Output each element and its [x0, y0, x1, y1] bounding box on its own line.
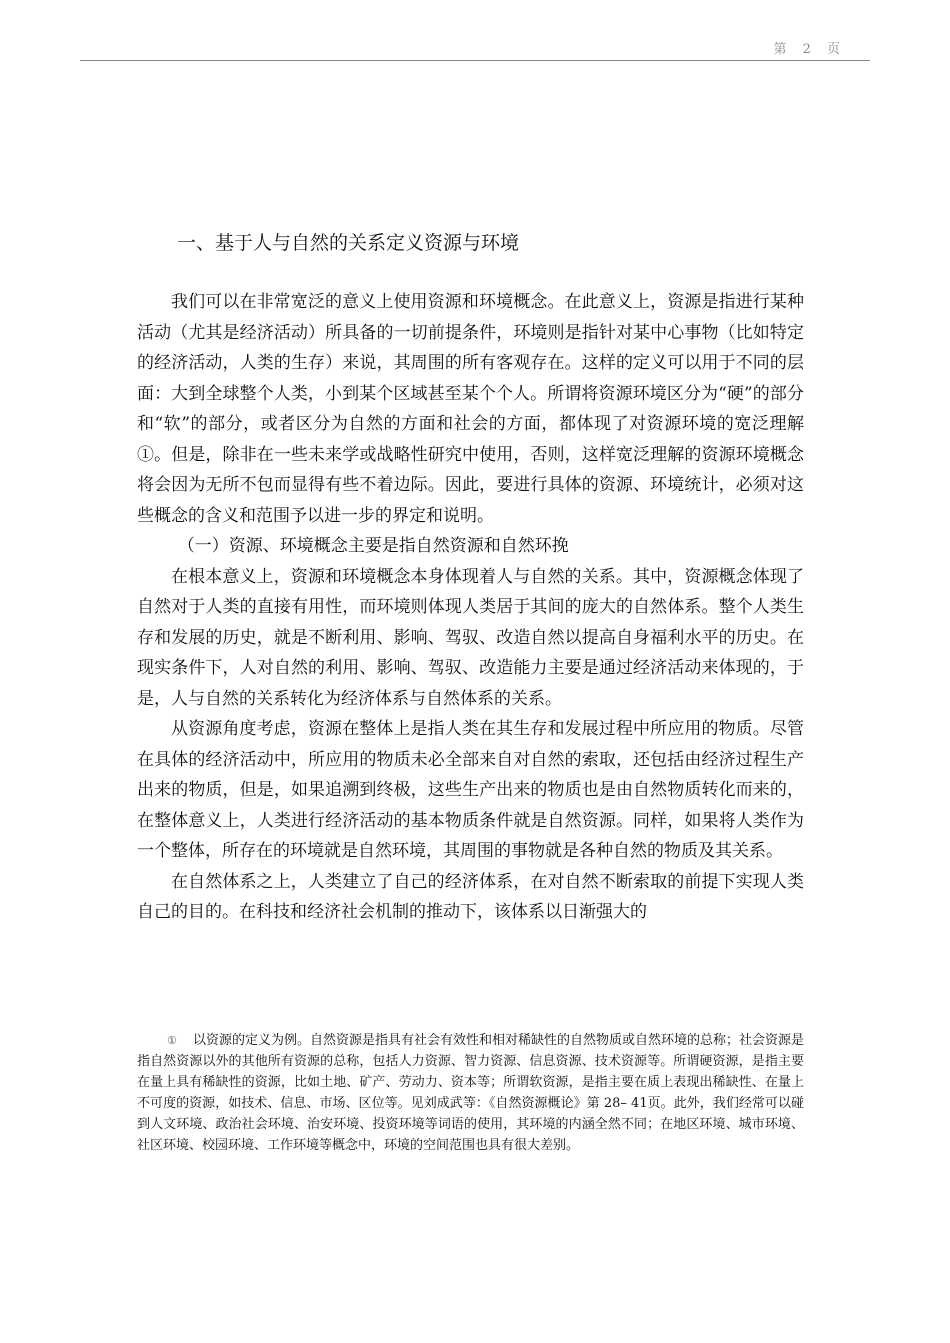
footnote-text [137, 1030, 804, 1156]
page-header [80, 36, 870, 60]
footnote-body: 以资源的定义为例。自然资源是指具有社会有效性和相对稀缺性的自然物质或自然环境的总称；社会资源是指自然资源以外的其他所有资源的总称，包括人力资源、智力资源、信息资源、技术资源等。所谓硬资源，是指主要在量上具有稀缺性的资源，比如土地、矿产、劳动力、资本等；所谓软资源，是指主要在质上表现出稀缺性、在量上不可度的资源，如技术、信息、市场、区位等。见刘成武等：《自然资源概论》第 28– 41页。此外，我们经常可以碰到人文环境、政治社会环境、治安环境、投资环境等词语的使用，其环境的内涵全然不同；在地区环境、城市环境、社区环境、校园环境、工作环境等概念中，环境的空间范围也具有很大差别。 [137, 1033, 805, 1153]
subsection-heading: （一）资源、环境概念主要是指自然资源和自然环挽 [177, 536, 569, 556]
paragraph: 从资源角度考虑，资源在整体上是指人类在其生存和发展过程中所应用的物质。尽管在具体的经济活动中，所应用的物质未必全部来自对自然的索取，还包括由经济过程生产出来的物质，但是，如果追溯到终极，这些生产出来的物质也是由自然物质转化而来的，在整体意义上，人类进行经济活动的基本物质条件就是自然资源。同样，如果将人类作为一个整体，所存在的环境就是自然环境，其周围的事物就是各种自然的物质及其关系。 [137, 719, 804, 861]
footnote [137, 1030, 804, 1156]
header-rule [80, 60, 870, 61]
paragraph: 在自然体系之上，人类建立了自己的经济体系，在对自然不断索取的前提下实现人类自己的目的。在科技和经济社会机制的推动下，该体系以日渐强大的 [137, 871, 804, 922]
paragraph: 在根本意义上，资源和环境概念本身体现着人与自然的关系。其中，资源概念体现了自然对于人类的直接有用性，而环境则体现人类居于其间的庞大的自然体系。整个人类生存和发展的历史，就是不断利用、影响、驾驭、改造自然以提高自身福利水平的历史。在现实条件下，人对自然的利用、影响、驾驭、改造能力主要是通过经济活动来体现的，于是，人与自然的关系转化为经济体系与自然体系的关系。 [137, 566, 804, 709]
paragraph: 我们可以在非常宽泛的意义上使用资源和环境概念。在此意义上，资源是指进行某种活动（尤其是经济活动）所具备的一切前提条件，环境则是指针对某中心事物（比如特定的经济活动，人类的生存）来说，其周围的所有客观存在。这样的定义可以用于不同的层面：大到全球整个人类，小到某个区域甚至某个个人。所谓将资源环境区分为“硬”的部分和“软”的部分，或者区分为自然的方面和社会的方面，都体现了对资源环境的宽泛理解①。但是，除非在一些未来学或战略性研究中使用，否则，这样宽泛理解的资源环境概念将会因为无所不包而显得有些不着边际。因此，要进行具体的资源、环境统计，必须对这些概念的含义和范围予以进一步的界定和说明。 [137, 292, 804, 526]
body-text [137, 287, 804, 928]
page-number: 第 2 页 [773, 42, 846, 57]
footnote-mark: ① [167, 1034, 177, 1047]
section-title: 一、基于人与自然的关系定义资源与环境 [177, 232, 520, 254]
